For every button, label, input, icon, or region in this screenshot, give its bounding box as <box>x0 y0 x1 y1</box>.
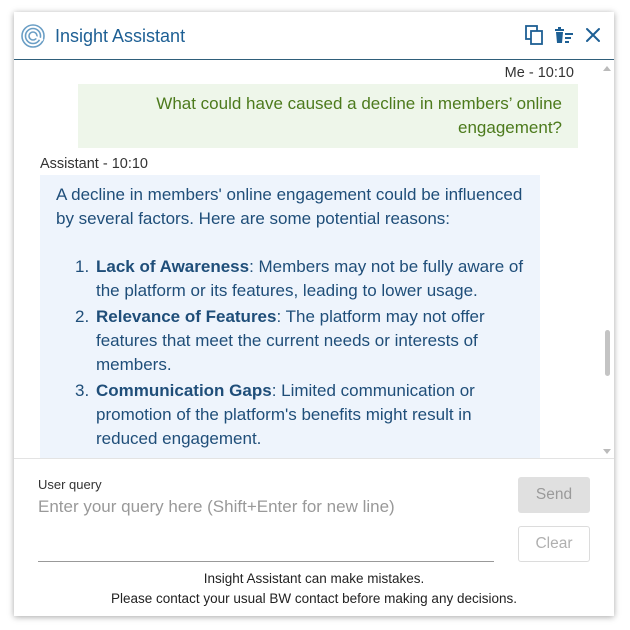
user-message-text: What could have caused a decline in members’ online engagement? <box>156 94 562 137</box>
assistant-message-bubble <box>40 175 540 458</box>
list-item-number: 1. <box>75 257 90 276</box>
query-area <box>14 458 614 616</box>
assistant-reason-list <box>56 255 536 453</box>
assistant-panel <box>14 12 614 616</box>
list-item-title: Relevance of Features <box>96 307 277 326</box>
header <box>14 12 614 60</box>
assistant-message-intro: A decline in members' online engagement could be influenced by several factors. Here are some potential reasons: <box>56 185 523 228</box>
list-item <box>56 305 536 377</box>
list-item-text: : Limited communication or promotion of the platform's benefits might result in reduced engagement. <box>96 381 475 448</box>
disclaimer-line-1: Insight Assistant can make mistakes. <box>203 571 425 586</box>
list-item-title: Lack of Awareness <box>96 257 250 276</box>
user-message-bubble <box>78 84 578 148</box>
copy-icon[interactable] <box>523 24 545 46</box>
chat-scrollbar[interactable] <box>600 60 614 458</box>
send-button[interactable]: Send <box>518 477 590 513</box>
query-label: User query <box>38 477 102 492</box>
close-icon[interactable] <box>582 24 604 46</box>
clear-button[interactable]: Clear <box>518 526 590 562</box>
scroll-down-arrow-icon[interactable] <box>603 449 611 454</box>
chat-history[interactable] <box>14 60 614 458</box>
assistant-message-meta: Assistant - 10:10 <box>40 156 148 172</box>
scrollbar-thumb[interactable] <box>605 330 610 376</box>
clear-history-icon[interactable] <box>553 24 575 46</box>
scroll-up-arrow-icon[interactable] <box>603 66 611 71</box>
list-item-text: : The platform may not offer features that meet the current needs or interests of members. <box>96 307 485 374</box>
app-title: Insight Assistant <box>55 26 186 46</box>
list-item <box>56 379 536 451</box>
list-item-number: 2. <box>75 307 90 326</box>
list-item-text: : Members may not be fully aware of the platform or its features, leading to lower usage. <box>96 257 524 300</box>
query-input[interactable] <box>38 495 494 562</box>
list-item-number: 3. <box>75 381 90 400</box>
list-item-title: Communication Gaps <box>96 381 272 400</box>
list-item <box>56 255 536 303</box>
user-message-meta: Me - 10:10 <box>504 65 574 81</box>
disclaimer-line-2: Please contact your usual BW contact before making any decisions. <box>111 591 517 606</box>
spiral-logo-icon <box>21 24 45 48</box>
